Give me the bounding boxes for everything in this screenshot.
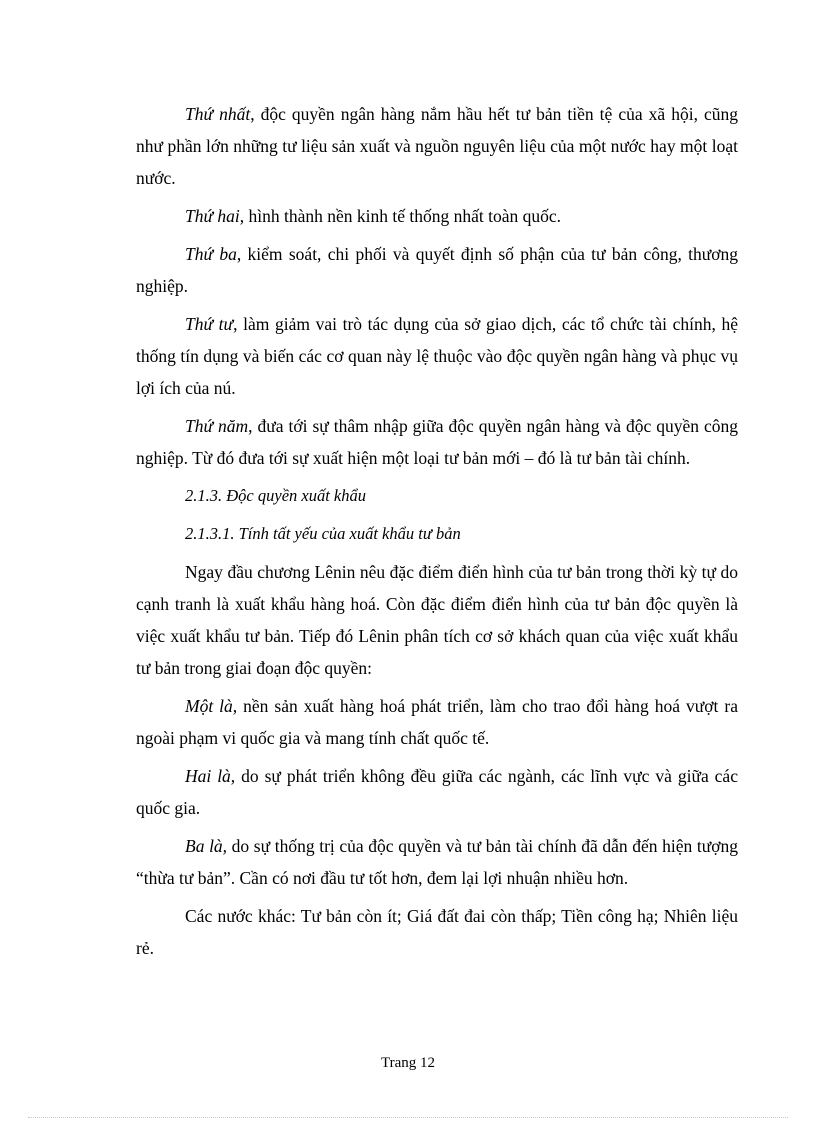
paragraph-text: , làm giảm vai trò tác dụng của sở giao dịch, các tổ chức tài chính, hệ thống tín dụng và biến các cơ quan này lệ thuộc vào độc quyền ngân hàng và phục vụ lợi ích của nú.: [136, 314, 738, 398]
reason-ba-la: [136, 830, 738, 894]
paragraph-thu-ba: [136, 238, 738, 302]
page-border-divider: [28, 1117, 788, 1118]
reason-lead: Ba là,: [185, 836, 228, 856]
paragraph-thu-nhat: [136, 98, 738, 194]
paragraph-text: , độc quyền ngân hàng nắm hầu hết tư bản tiền tệ của xã hội, cũng như phần lớn những tư liệu sản xuất và nguồn nguyên liệu của một nước hay một loạt nước.: [136, 104, 739, 188]
intro-paragraph: Ngay đầu chương Lênin nêu đặc điểm điển hình của tư bản trong thời kỳ tự do cạnh tranh là xuất khẩu hàng hoá. Còn đặc điểm điển hình của tư bản độc quyền là việc xuất khẩu tư bản. Tiếp đó Lênin phân tích cơ sở khách quan của việc xuất khẩu tư bản trong giai đoạn độc quyền:: [136, 562, 738, 678]
paragraph-lead: Thứ tư: [185, 314, 234, 334]
page-content: [136, 98, 738, 970]
reason-lead: Một là,: [185, 696, 238, 716]
subsection-heading: 2.1.3.1. Tính tất yếu của xuất khẩu tư bản: [185, 524, 461, 543]
paragraph-text: , kiểm soát, chi phối và quyết định số phận của tư bản công, thương nghiệp.: [136, 244, 739, 296]
page-number: Trang 12: [380, 1055, 436, 1071]
paragraph-thu-nam: [136, 410, 738, 474]
section-heading: 2.1.3. Độc quyền xuất khẩu: [185, 486, 366, 505]
paragraph-text: , đưa tới sự thâm nhập giữa độc quyền ngân hàng và độc quyền công nghiệp. Từ đó đưa tới sự xuất hiện một loại tư bản mới – đó là tư bản tài chính.: [136, 416, 738, 468]
reason-text: nền sản xuất hàng hoá phát triển, làm cho trao đổi hàng hoá vượt ra ngoài phạm vi quốc gia và mang tính chất quốc tế.: [136, 696, 738, 748]
paragraph-lead: Thứ năm: [185, 416, 249, 436]
paragraph-lead: Thứ ba: [185, 244, 237, 264]
reason-text: do sự phát triển không đều giữa các ngành, các lĩnh vực và giữa các quốc gia.: [136, 766, 738, 818]
closing-paragraph: Các nước khác: Tư bản còn ít; Giá đất đai còn thấp; Tiền công hạ; Nhiên liệu rẻ.: [136, 906, 738, 958]
paragraph-lead: Thứ nhất: [185, 104, 251, 124]
reason-mot-la: [136, 690, 738, 754]
paragraph-text: , hình thành nền kinh tế thống nhất toàn quốc.: [239, 206, 562, 226]
paragraph-thu-tu: [136, 308, 738, 404]
reason-lead: Hai là,: [185, 766, 236, 786]
paragraph-thu-hai: [136, 200, 738, 232]
reason-hai-la: [136, 760, 738, 824]
paragraph-lead: Thứ hai: [185, 206, 240, 226]
reason-text: do sự thống trị của độc quyền và tư bản tài chính đã dẫn đến hiện tượng “thừa tư bản”. Cần có nơi đầu tư tốt hơn, đem lại lợi nhuận nhiều hơn.: [136, 836, 738, 888]
